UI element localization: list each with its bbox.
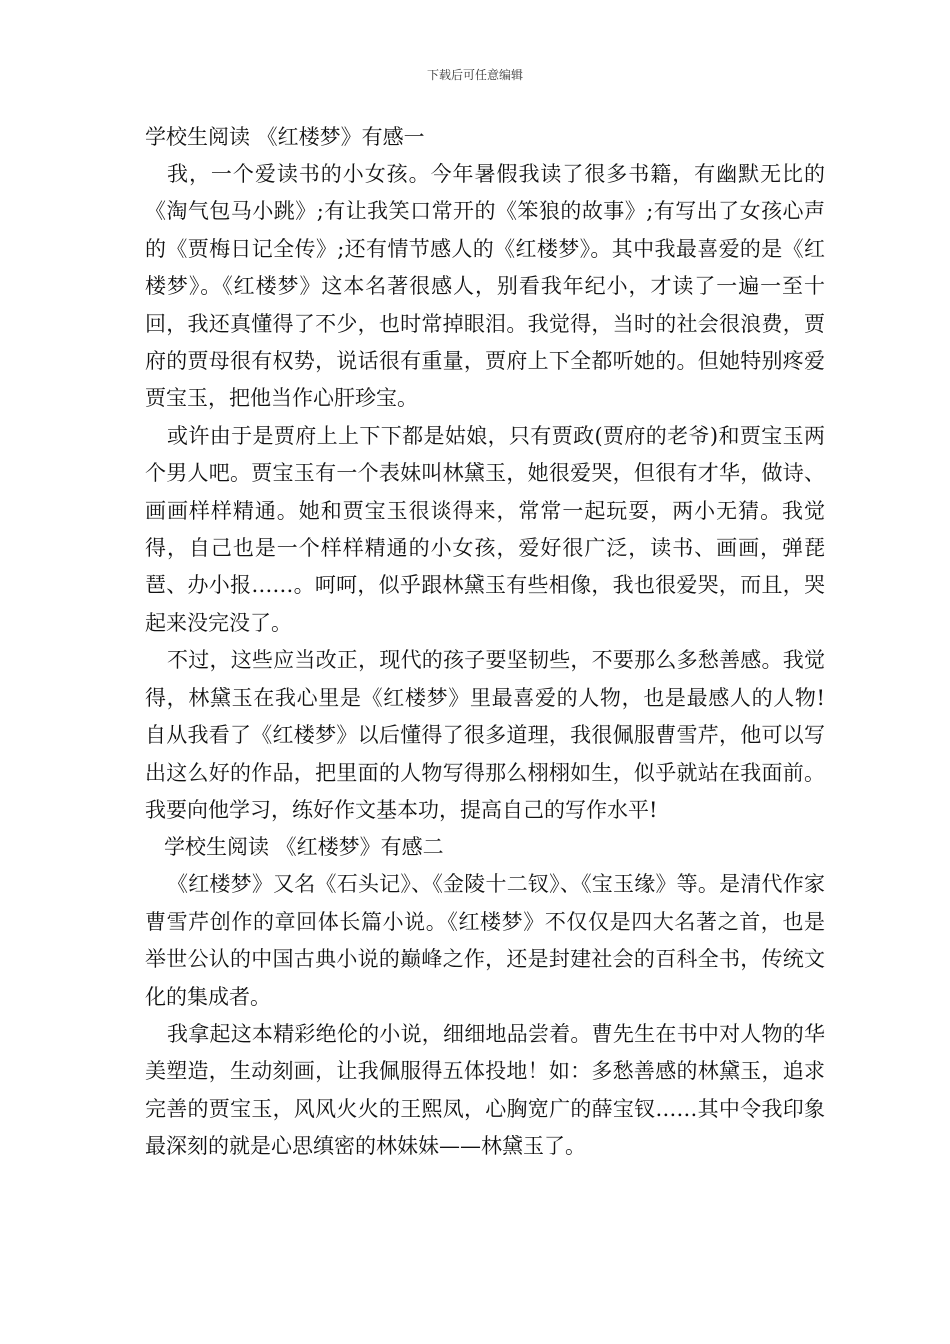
header-note: 下载后可任意编辑: [426, 68, 523, 82]
article-1-paragraph-1: 我，一个爱读书的小女孩。今年暑假我读了很多书籍，有幽默无比的《淘气包马小跳》;有让我笑口常开的《笨狼的故事》;有写出了女孩心声的《贾梅日记全传》;还有情节感人的《红楼梦》。其中我最喜爱的是《红楼梦》。《红楼梦》这本名著很感人，别看我年纪小，才读了一遍一至十回，我还真懂得了不少，也时常掉眼泪。我觉得，当时的社会很浪费，贾府的贾母很有权势，说话很有重量，贾府上下全都听她的。但她特别疼爱贾宝玉，把他当作心肝珍宝。: [145, 162, 825, 411]
document-body: [145, 119, 825, 1166]
article-2-title: 学校生阅读 《红楼梦》有感二: [164, 835, 444, 860]
article-2-paragraph-2: 我拿起这本精彩绝伦的小说，细细地品尝着。曹先生在书中对人物的华美塑造，生动刻画，让我佩服得五体投地！如：多愁善感的林黛玉，追求完善的贾宝玉，风风火火的王熙凤，心胸宽广的薛宝钗……其中令我印象最深刻的就是心思缜密的林妹妹——林黛玉了。: [145, 1021, 825, 1159]
article-1-paragraph-3: 不过，这些应当改正，现代的孩子要坚韧些，不要那么多愁善感。我觉得，林黛玉在我心里是《红楼梦》里最喜爱的人物，也是最感人的人物!自从我看了《红楼梦》以后懂得了很多道理，我很佩服曹雪芹，他可以写出这么好的作品，把里面的人物写得那么栩栩如生，似乎就站在我面前。我要向他学习，练好作文基本功，提高自己的写作水平!: [145, 648, 825, 822]
article-1-paragraph-2: 或许由于是贾府上上下下都是姑娘，只有贾政(贾府的老爷)和贾宝玉两个男人吧。贾宝玉有一个表妹叫林黛玉，她很爱哭，但很有才华，做诗、画画样样精通。她和贾宝玉很谈得来，常常一起玩耍，两小无猜。我觉得，自己也是一个样样精通的小女孩，爱好很广泛，读书、画画，弹琵琶、办小报……。呵呵，似乎跟林黛玉有些相像，我也很爱哭，而且，哭起来没完没了。: [145, 423, 825, 635]
article-1-title: 学校生阅读 《红楼梦》有感一: [145, 125, 425, 149]
article-2-paragraph-1: 《红楼梦》又名《石头记》、《金陵十二钗》、《宝玉缘》等。是清代作家曹雪芹创作的章回体长篇小说。《红楼梦》不仅仅是四大名著之首，也是举世公认的中国古典小说的巅峰之作，还是封建社会的百科全书，传统文化的集成者。: [145, 872, 825, 1009]
